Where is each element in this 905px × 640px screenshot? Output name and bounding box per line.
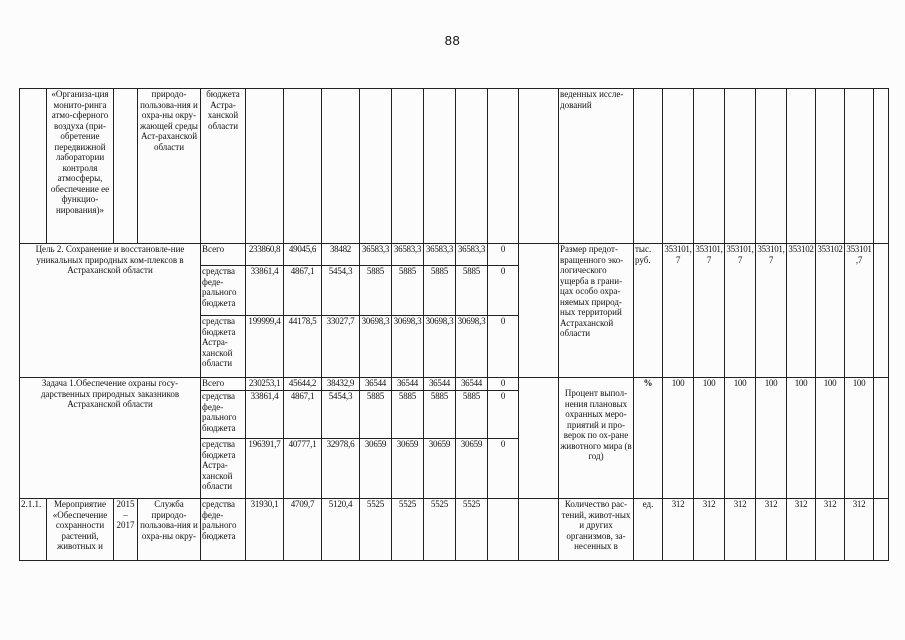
value-cell: 30698,3 [456,316,488,378]
program-table [19,88,889,561]
value-cell: 0 [488,244,519,266]
value-cell: 38432,9 [322,378,360,391]
target-cell: 312 [663,499,694,561]
indicator-cell: Количество рас-тений, живот-ных и других организмов, за-несенных в [559,499,634,561]
target-cell: 100 [787,378,816,499]
target-cell: 312 [756,499,787,561]
value-cell: 30659 [424,439,456,499]
target-cell: 312 [694,499,725,561]
value-cell: 33861,4 [246,391,284,439]
target-cell: 100 [845,378,874,499]
target-cell: 312 [725,499,756,561]
measure-name-cell: Мероприятие «Обеспечение сохранности растений, животных и [47,499,114,561]
value-cell: 0 [488,391,519,439]
source-cell: средства феде-рального бюджета [201,391,246,439]
value-cell: 33861,4 [246,266,284,316]
source-cell: средства бюджета Астра-ханской области [201,316,246,378]
value-cell: 5525 [424,499,456,561]
goal-title: Цель 2. Сохранение и восстановле-ние уникальных природных ком-плексов в Астраханской области [20,244,201,378]
value-cell: 5454,3 [322,391,360,439]
table-row [20,378,889,391]
unit-cell: % [634,378,663,499]
value-cell: 36544 [360,378,392,391]
indicator-cell: Размер предот-вращенного эко-логического ущерба в грани-цах особо охра-няемых природ-ных территорий Астраханской области [559,244,634,378]
source-cell: Всего [201,378,246,391]
source-cell: Всего [201,244,246,266]
value-cell: 30698,3 [392,316,424,378]
measure-name-cell: «Организа-ция монито-ринга атмо-сферного воздуха (при-обретение передвижной лаборатории контроля атмосферы, обеспечение ее функцио-нирования)» [47,89,114,244]
unit-cell: ед. [634,499,663,561]
table-row [20,499,889,561]
executor-cell: природо-пользова-ния и охра-ны окру-жающей среды Аст-раханской области [138,89,201,244]
target-cell: 353101,7 [756,244,787,378]
executor-cell: Служба природо-пользова-ния и охра-ны окру- [138,499,201,561]
value-cell: 36544 [424,378,456,391]
value-cell: 5525 [456,499,488,561]
target-cell: 100 [756,378,787,499]
value-cell: 233860,8 [246,244,284,266]
target-cell: 100 [663,378,694,499]
table-row [20,89,889,244]
indicator-cell: Процент выпол-нения плановых охранных меро-приятий и про-верок по ох-ране животного мира (в год) [559,378,634,499]
value-cell: 36583,3 [392,244,424,266]
value-cell: 30659 [456,439,488,499]
value-cell: 38482 [322,244,360,266]
target-cell: 100 [816,378,845,499]
target-cell: 100 [725,378,756,499]
value-cell: 5885 [424,391,456,439]
value-cell: 199999,4 [246,316,284,378]
target-cell: 353102 [787,244,816,378]
value-cell: 5885 [456,391,488,439]
value-cell: 45644,2 [284,378,322,391]
value-cell: 4709,7 [284,499,322,561]
value-cell: 0 [488,439,519,499]
task-title: Задача 1.Обеспечение охраны госу-дарственных природных заказников Астраханской области [20,378,201,499]
table-row [20,244,889,266]
target-cell: 312 [845,499,874,561]
value-cell: 31930,1 [246,499,284,561]
unit-cell: тыс. руб. [634,244,663,378]
value-cell: 196391,7 [246,439,284,499]
value-cell: 5454,3 [322,266,360,316]
target-cell: 353101,7 [694,244,725,378]
value-cell: 36583,3 [424,244,456,266]
value-cell: 32978,6 [322,439,360,499]
value-cell: 0 [488,378,519,391]
value-cell: 30698,3 [424,316,456,378]
target-cell: 353101,7 [845,244,874,378]
value-cell: 5120,4 [322,499,360,561]
source-cell: бюджета Астра-ханской области [201,89,246,244]
value-cell: 0 [488,316,519,378]
value-cell: 36583,3 [360,244,392,266]
value-cell: 36544 [392,378,424,391]
value-cell: 33027,7 [322,316,360,378]
indicator-cell: веденных иссле-дований [559,89,634,244]
page-number: 88 [444,33,461,48]
value-cell: 36544 [456,378,488,391]
value-cell: 5885 [360,266,392,316]
value-cell: 4867,1 [284,266,322,316]
value-cell: 5885 [392,391,424,439]
value-cell: 49045,6 [284,244,322,266]
value-cell: 44178,5 [284,316,322,378]
target-cell: 312 [816,499,845,561]
value-cell: 4867,1 [284,391,322,439]
target-cell: 353101,7 [663,244,694,378]
value-cell: 5525 [360,499,392,561]
value-cell: 30698,3 [360,316,392,378]
target-cell: 353101,7 [725,244,756,378]
value-cell: 30659 [360,439,392,499]
source-cell: средства бюджета Астра-ханской области [201,439,246,499]
value-cell: 36583,3 [456,244,488,266]
value-cell: 5885 [424,266,456,316]
value-cell: 230253,1 [246,378,284,391]
value-cell: 5885 [360,391,392,439]
value-cell: 5885 [456,266,488,316]
value-cell: 30659 [392,439,424,499]
target-cell: 353102 [816,244,845,378]
measure-number: 2.1.1. [20,499,47,561]
target-cell: 312 [787,499,816,561]
value-cell: 40777,1 [284,439,322,499]
source-cell: средства феде-рального бюджета [201,499,246,561]
period-cell: 2015 – 2017 [114,499,138,561]
value-cell: 0 [488,266,519,316]
target-cell: 100 [694,378,725,499]
value-cell: 5885 [392,266,424,316]
source-cell: средства феде-рального бюджета [201,266,246,316]
value-cell: 5525 [392,499,424,561]
